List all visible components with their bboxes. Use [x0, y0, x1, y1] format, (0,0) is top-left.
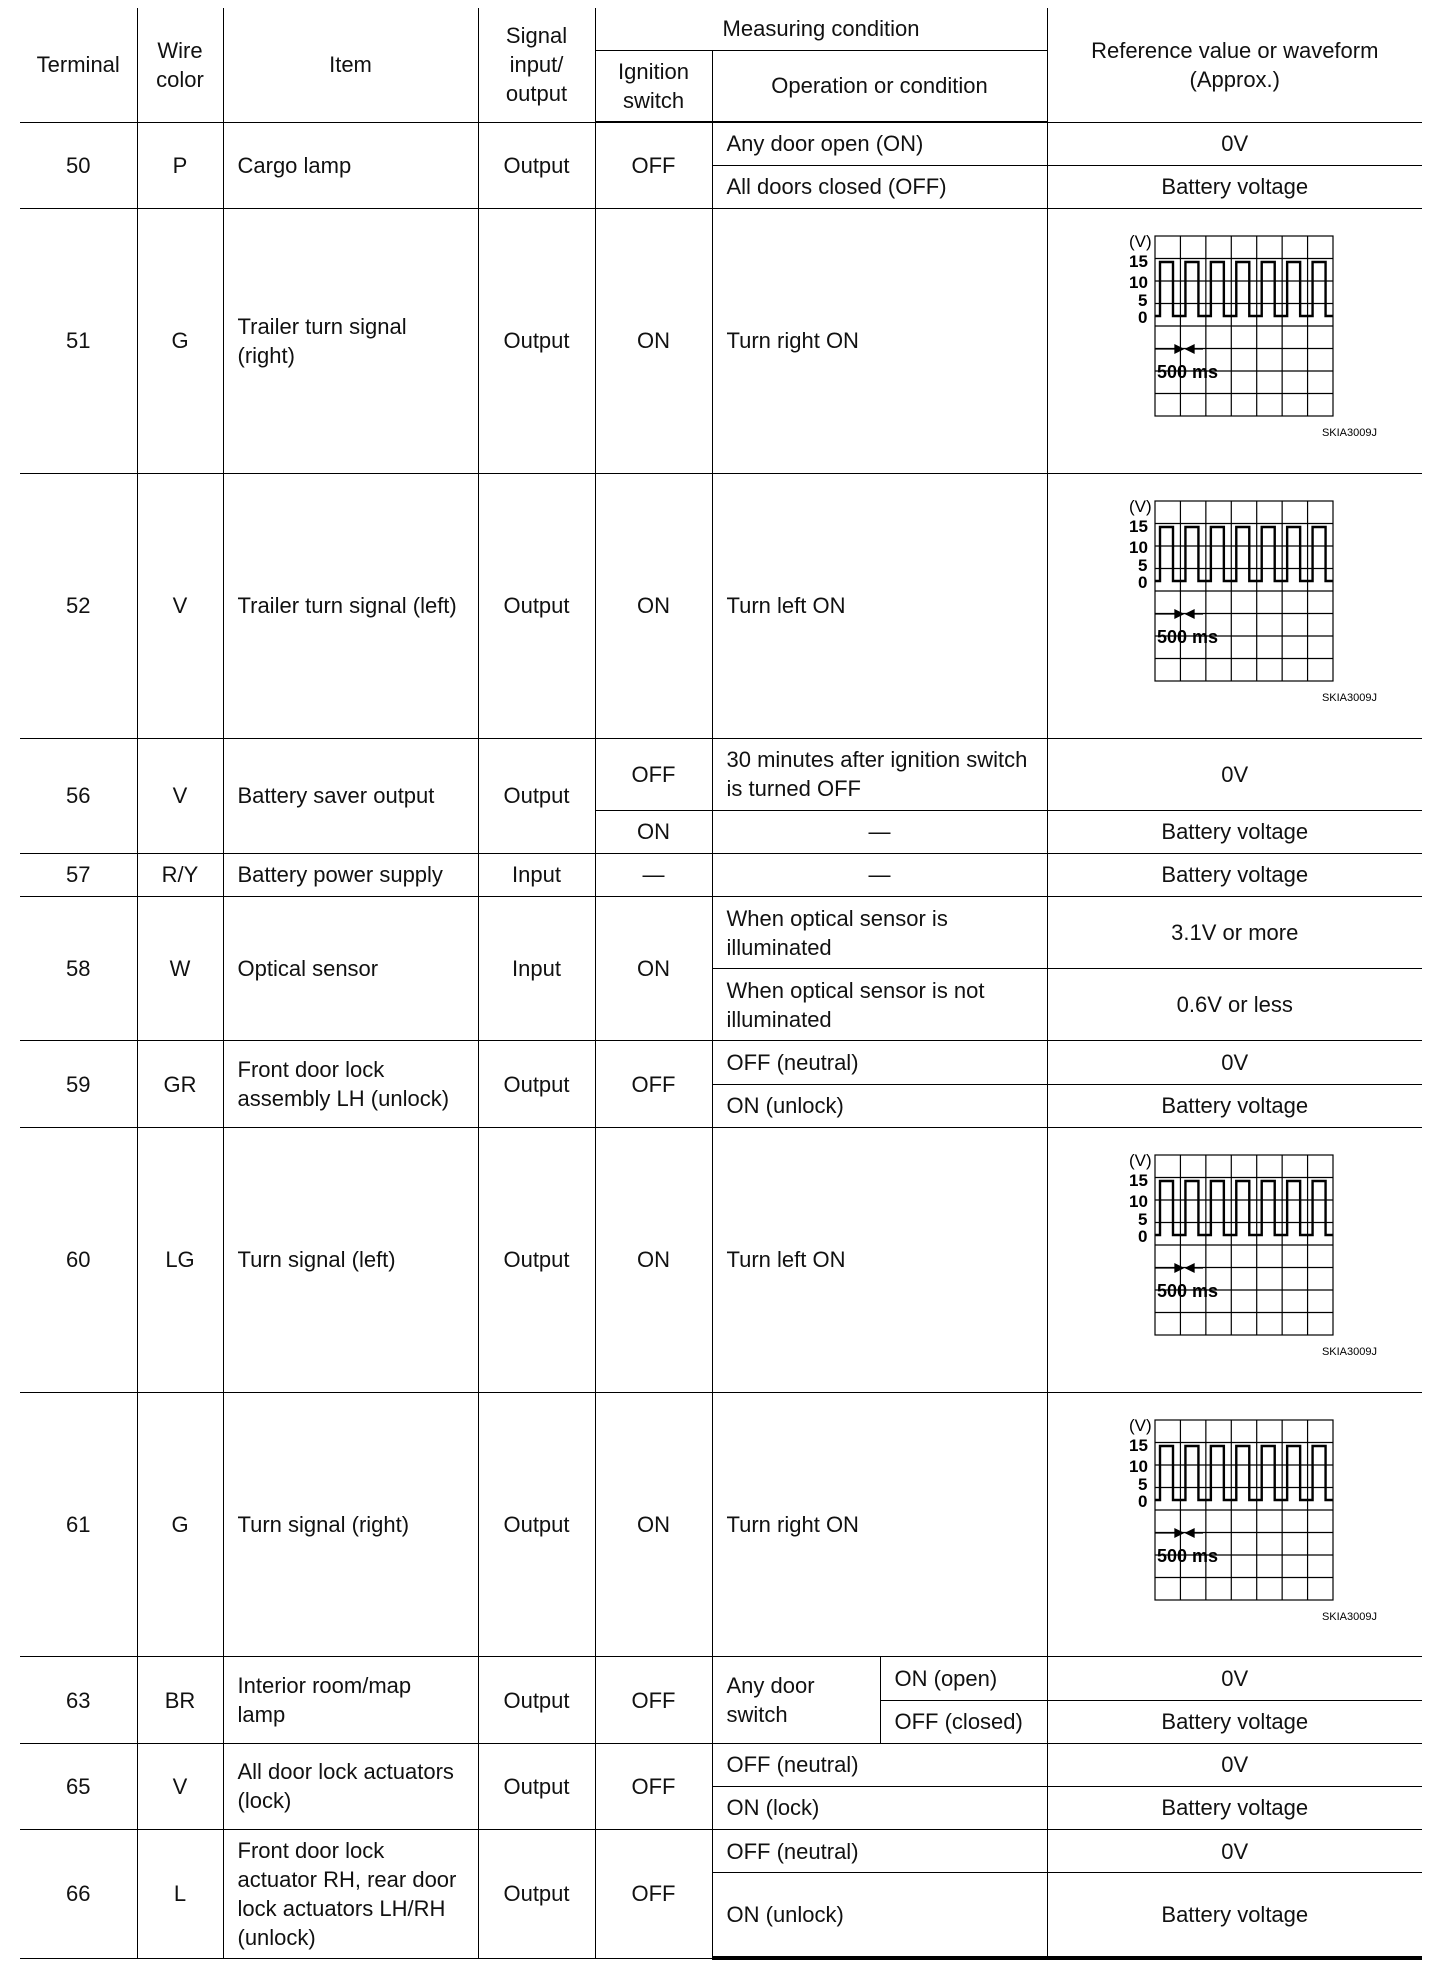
waveform-time-label: 500 ms: [1156, 1280, 1218, 1301]
waveform-pulse-trace: [1155, 1181, 1333, 1235]
table-row: [20, 122, 1422, 165]
waveform-tick-5: 5: [1137, 555, 1148, 575]
terminal-cell: 50: [20, 122, 137, 208]
item-cell: Interior room/map lamp: [223, 1657, 478, 1743]
operation-cell: OFF (closed): [880, 1700, 1047, 1743]
waveform-unit-label: (V): [1128, 1150, 1152, 1170]
figure-code: SKIA3009J: [1321, 691, 1377, 704]
waveform-tick-0: 0: [1137, 1226, 1148, 1246]
ignition-cell: ON: [595, 897, 712, 1041]
figure-code: SKIA3009J: [1321, 426, 1377, 439]
item-cell: Turn signal (right): [223, 1392, 478, 1657]
ignition-cell: ON: [595, 810, 712, 853]
item-cell: Battery saver output: [223, 738, 478, 853]
reference-cell: 0V: [1047, 738, 1422, 810]
header-reference: Reference value or waveform (Approx.): [1047, 8, 1422, 122]
waveform-pulse-trace: [1155, 1446, 1333, 1500]
operation-cell: All doors closed (OFF): [712, 165, 1047, 208]
waveform-cell: [1047, 1127, 1422, 1392]
waveform-cell: [1047, 1392, 1422, 1657]
item-cell: Front door lock actuator RH, rear door lock actuators LH/RH (unlock): [223, 1830, 478, 1958]
terminal-cell: 60: [20, 1127, 137, 1392]
table-row: [20, 897, 1422, 969]
wire-color-cell: P: [137, 122, 223, 208]
reference-cell: 0V: [1047, 1830, 1422, 1873]
waveform-tick-0: 0: [1137, 307, 1148, 327]
waveform-time-label: 500 ms: [1156, 1545, 1218, 1566]
signal-cell: Output: [478, 473, 595, 738]
item-cell: Battery power supply: [223, 853, 478, 896]
operation-group-cell: Any door switch: [712, 1657, 880, 1743]
waveform-chart: [1085, 1412, 1385, 1638]
signal-cell: Input: [478, 897, 595, 1041]
header-measuring-condition: Measuring condition: [595, 8, 1047, 50]
figure-code: SKIA3009J: [1321, 1610, 1377, 1623]
wire-color-cell: G: [137, 1392, 223, 1657]
reference-cell: 0.6V or less: [1047, 969, 1422, 1041]
item-cell: Optical sensor: [223, 897, 478, 1041]
wire-color-cell: L: [137, 1830, 223, 1958]
header-ignition-switch: Ignition switch: [595, 50, 712, 122]
wire-color-cell: LG: [137, 1127, 223, 1392]
terminal-reference-table: [20, 8, 1422, 1960]
table-row: [20, 473, 1422, 738]
waveform-tick-5: 5: [1137, 1474, 1148, 1494]
header-signal: Signal input/ output: [478, 8, 595, 122]
wire-color-cell: V: [137, 473, 223, 738]
time-scale-arrows: [1155, 345, 1203, 353]
table-row: [20, 1127, 1422, 1392]
waveform-tick-15: 15: [1128, 516, 1148, 536]
item-cell: Cargo lamp: [223, 122, 478, 208]
reference-cell: Battery voltage: [1047, 1873, 1422, 1958]
signal-cell: Input: [478, 853, 595, 896]
header-operation: Operation or condition: [712, 50, 1047, 122]
ignition-cell: OFF: [595, 122, 712, 208]
ignition-cell: ON: [595, 473, 712, 738]
ignition-cell: OFF: [595, 1657, 712, 1743]
waveform-tick-15: 15: [1128, 1170, 1148, 1190]
waveform-tick-15: 15: [1128, 1435, 1148, 1455]
time-scale-arrows: [1155, 1264, 1203, 1272]
table-row: [20, 1041, 1422, 1084]
table-row: [20, 1830, 1422, 1873]
table-row: [20, 738, 1422, 810]
terminal-cell: 65: [20, 1743, 137, 1829]
table-row: [20, 1743, 1422, 1786]
signal-cell: Output: [478, 122, 595, 208]
ignition-cell: OFF: [595, 1743, 712, 1829]
ignition-cell: ON: [595, 1392, 712, 1657]
wire-color-cell: V: [137, 738, 223, 853]
waveform-tick-5: 5: [1137, 1209, 1148, 1229]
reference-cell: Battery voltage: [1047, 1786, 1422, 1829]
wire-color-cell: BR: [137, 1657, 223, 1743]
terminal-cell: 63: [20, 1657, 137, 1743]
waveform-tick-10: 10: [1128, 537, 1148, 557]
reference-cell: Battery voltage: [1047, 853, 1422, 896]
waveform-tick-15: 15: [1128, 251, 1148, 271]
waveform-chart: [1085, 493, 1385, 719]
reference-cell: Battery voltage: [1047, 1084, 1422, 1127]
reference-cell: 0V: [1047, 1743, 1422, 1786]
signal-cell: Output: [478, 1830, 595, 1958]
reference-cell: Battery voltage: [1047, 810, 1422, 853]
time-scale-arrows: [1155, 610, 1203, 618]
ignition-cell: ON: [595, 208, 712, 473]
ignition-cell: OFF: [595, 1041, 712, 1127]
operation-cell: ON (open): [880, 1657, 1047, 1700]
signal-cell: Output: [478, 1743, 595, 1829]
wire-color-cell: W: [137, 897, 223, 1041]
terminal-cell: 51: [20, 208, 137, 473]
waveform-chart: [1085, 228, 1385, 454]
signal-cell: Output: [478, 1127, 595, 1392]
waveform-tick-10: 10: [1128, 1191, 1148, 1211]
reference-cell: Battery voltage: [1047, 165, 1422, 208]
terminal-cell: 58: [20, 897, 137, 1041]
header-wire-color: Wire color: [137, 8, 223, 122]
ignition-cell: —: [595, 853, 712, 896]
waveform-tick-0: 0: [1137, 1491, 1148, 1511]
ignition-cell: OFF: [595, 738, 712, 810]
signal-cell: Output: [478, 1041, 595, 1127]
terminal-cell: 56: [20, 738, 137, 853]
reference-cell: 0V: [1047, 1657, 1422, 1700]
signal-cell: Output: [478, 1657, 595, 1743]
operation-cell: OFF (neutral): [712, 1041, 1047, 1084]
table-row: [20, 1657, 1422, 1700]
terminal-cell: 59: [20, 1041, 137, 1127]
table-row: [20, 1392, 1422, 1657]
item-cell: Front door lock assembly LH (unlock): [223, 1041, 478, 1127]
waveform-pulse-trace: [1155, 262, 1333, 316]
operation-cell: OFF (neutral): [712, 1743, 1047, 1786]
waveform-cell: [1047, 208, 1422, 473]
wire-color-cell: GR: [137, 1041, 223, 1127]
operation-cell: ON (lock): [712, 1786, 1047, 1829]
time-scale-arrows: [1155, 1529, 1203, 1537]
waveform-tick-10: 10: [1128, 1456, 1148, 1476]
waveform-cell: [1047, 473, 1422, 738]
reference-cell: 3.1V or more: [1047, 897, 1422, 969]
signal-cell: Output: [478, 1392, 595, 1657]
operation-cell: —: [712, 810, 1047, 853]
item-cell: Trailer turn signal (right): [223, 208, 478, 473]
waveform-time-label: 500 ms: [1156, 626, 1218, 647]
item-cell: Turn signal (left): [223, 1127, 478, 1392]
waveform-unit-label: (V): [1128, 496, 1152, 516]
reference-cell: 0V: [1047, 1041, 1422, 1084]
operation-cell: OFF (neutral): [712, 1830, 1047, 1873]
waveform-pulse-trace: [1155, 527, 1333, 581]
terminal-cell: 57: [20, 853, 137, 896]
operation-cell: Turn right ON: [712, 1392, 1047, 1657]
signal-cell: Output: [478, 738, 595, 853]
wire-color-cell: G: [137, 208, 223, 473]
wire-color-cell: V: [137, 1743, 223, 1829]
terminal-cell: 52: [20, 473, 137, 738]
operation-cell: When optical sensor is not illuminated: [712, 969, 1047, 1041]
item-cell: All door lock actuators (lock): [223, 1743, 478, 1829]
operation-cell: —: [712, 853, 1047, 896]
operation-cell: ON (unlock): [712, 1084, 1047, 1127]
waveform-time-label: 500 ms: [1156, 361, 1218, 382]
waveform-unit-label: (V): [1128, 231, 1152, 251]
header-terminal: Terminal: [20, 8, 137, 122]
table-row: [20, 208, 1422, 473]
waveform-tick-5: 5: [1137, 290, 1148, 310]
operation-cell: Any door open (ON): [712, 122, 1047, 165]
wire-color-cell: R/Y: [137, 853, 223, 896]
header-item: Item: [223, 8, 478, 122]
waveform-tick-0: 0: [1137, 572, 1148, 592]
signal-cell: Output: [478, 208, 595, 473]
item-cell: Trailer turn signal (left): [223, 473, 478, 738]
ignition-cell: OFF: [595, 1830, 712, 1958]
waveform-unit-label: (V): [1128, 1415, 1152, 1435]
operation-cell: Turn left ON: [712, 473, 1047, 738]
operation-cell: Turn right ON: [712, 208, 1047, 473]
waveform-tick-10: 10: [1128, 272, 1148, 292]
figure-code: SKIA3009J: [1321, 1345, 1377, 1358]
reference-cell: 0V: [1047, 122, 1422, 165]
operation-cell: When optical sensor is illuminated: [712, 897, 1047, 969]
terminal-cell: 61: [20, 1392, 137, 1657]
operation-cell: Turn left ON: [712, 1127, 1047, 1392]
operation-cell: 30 minutes after ignition switch is turned OFF: [712, 738, 1047, 810]
ignition-cell: ON: [595, 1127, 712, 1392]
table-row: [20, 853, 1422, 896]
reference-cell: Battery voltage: [1047, 1700, 1422, 1743]
terminal-cell: 66: [20, 1830, 137, 1958]
waveform-chart: [1085, 1147, 1385, 1373]
operation-cell: ON (unlock): [712, 1873, 1047, 1958]
